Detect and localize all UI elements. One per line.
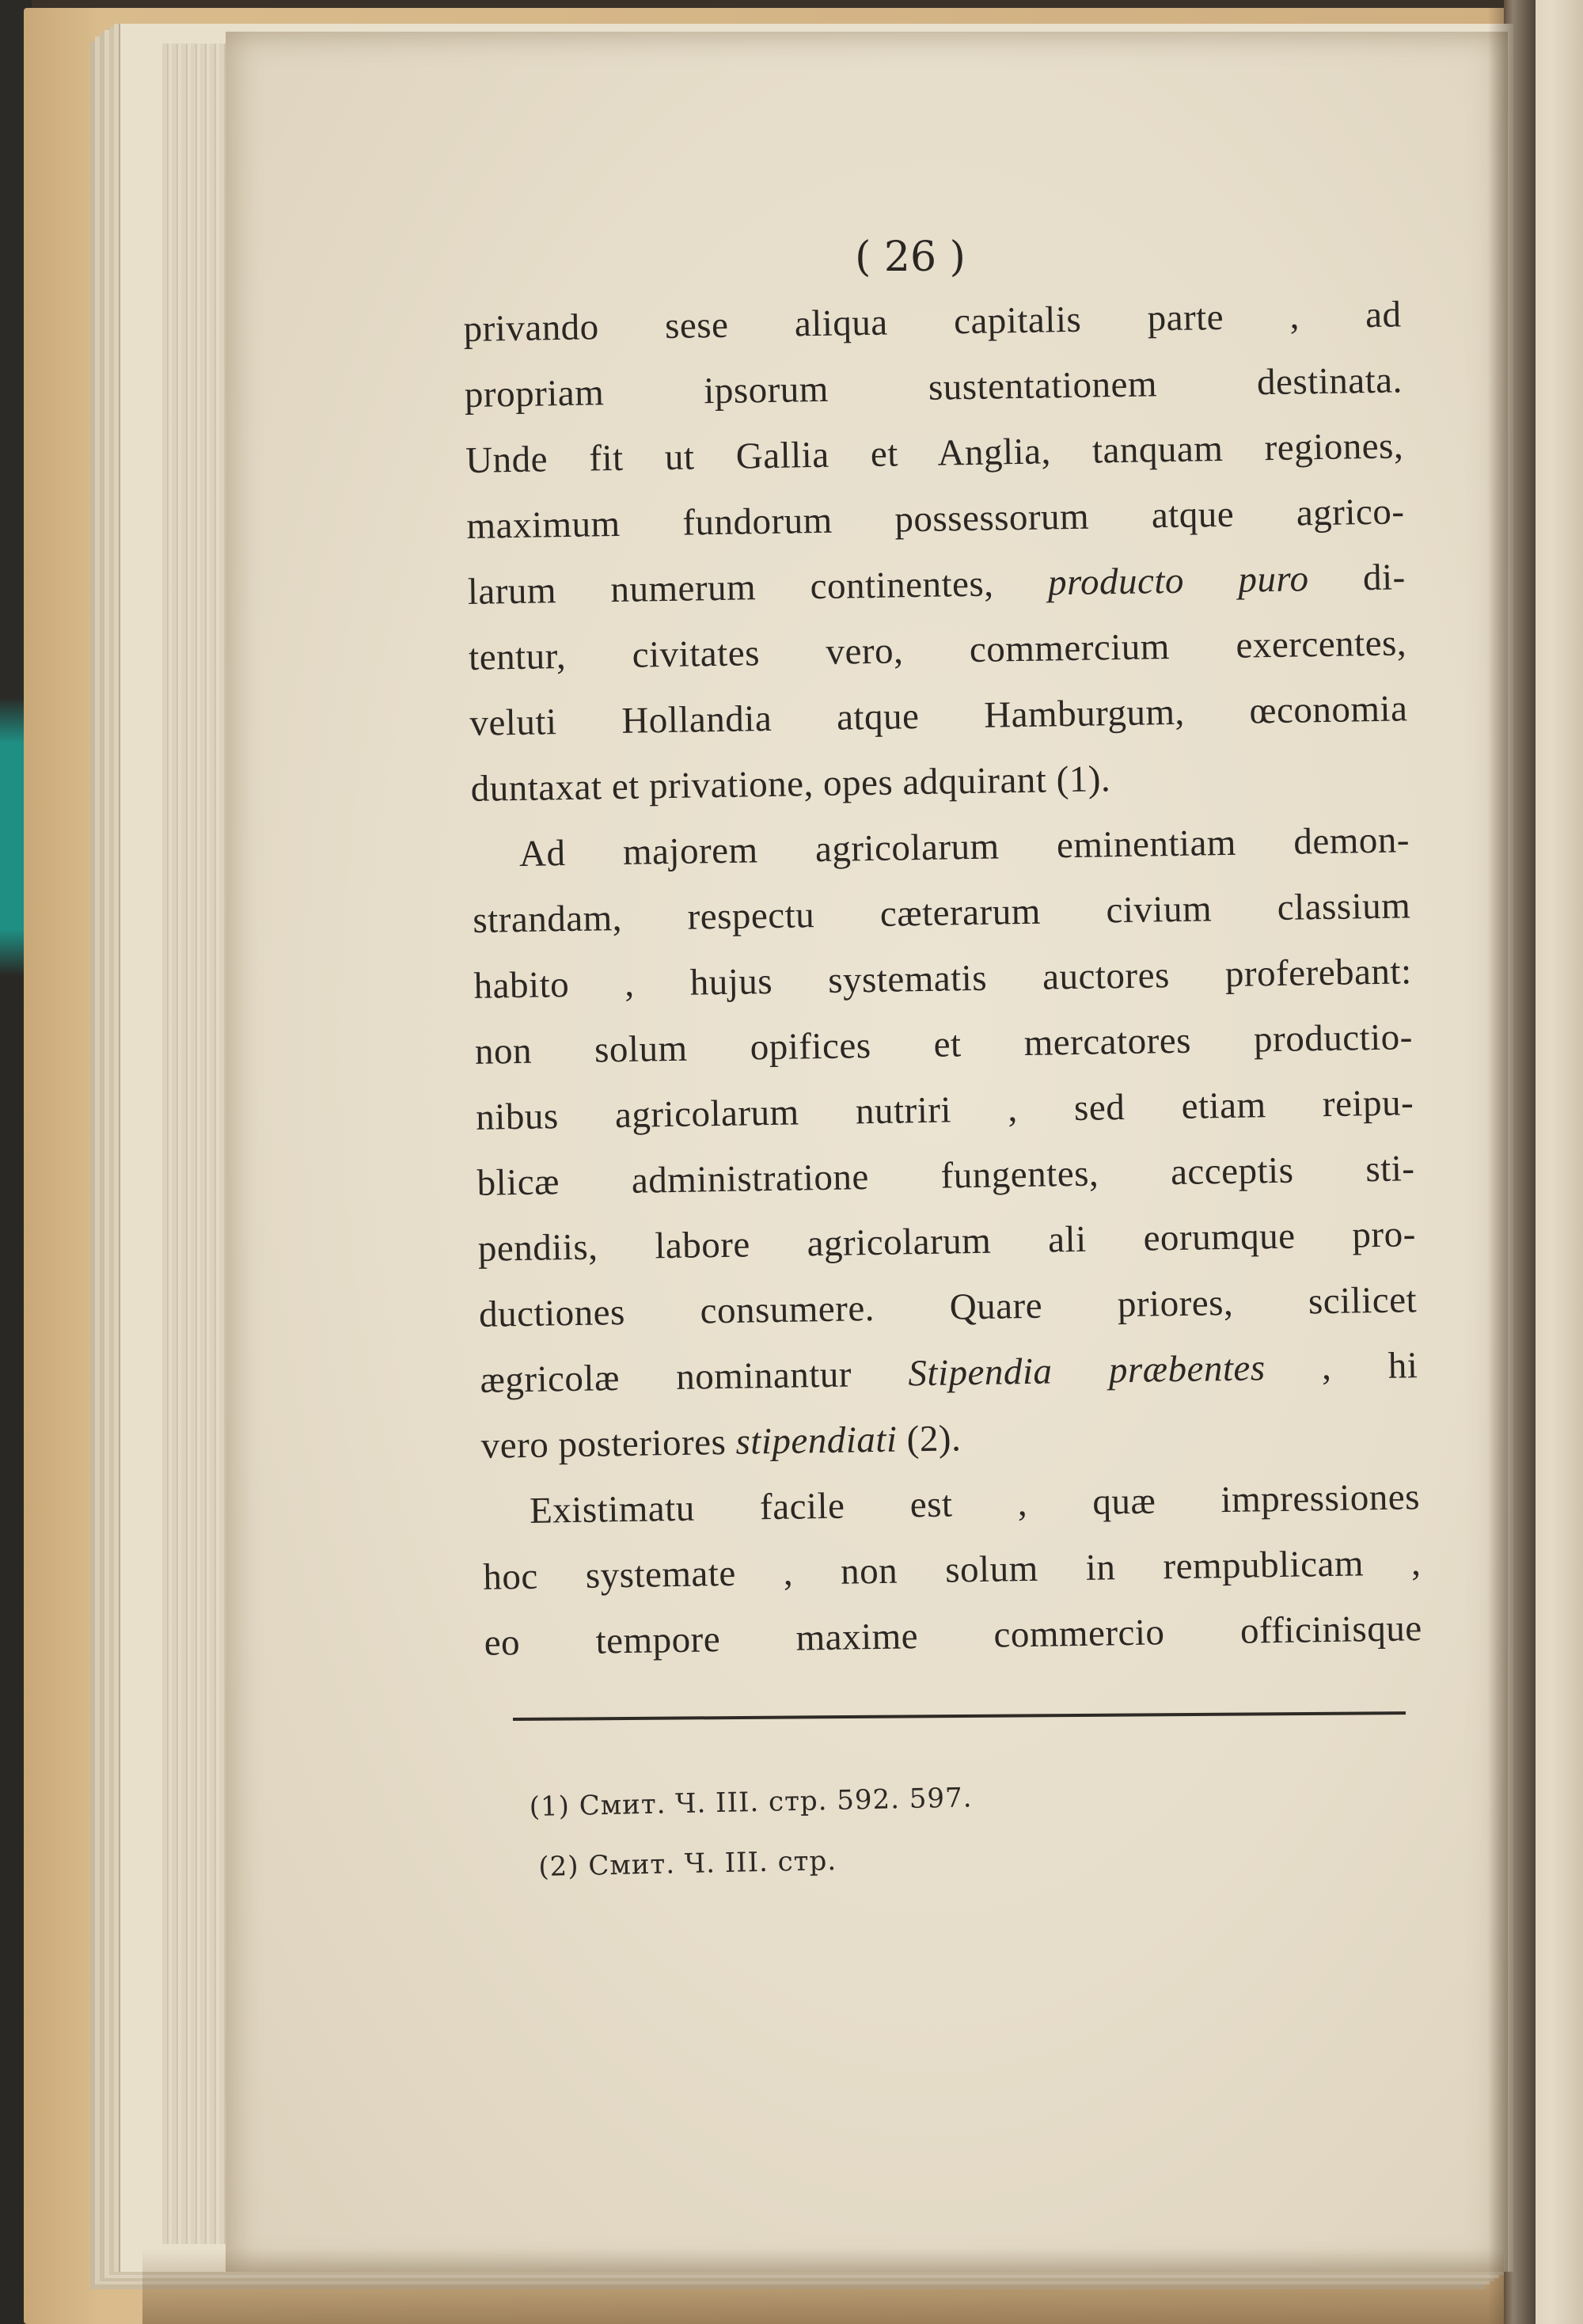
- italic-term: stipendiati: [735, 1418, 898, 1463]
- text-segment: ægricolæ nominantur: [480, 1353, 909, 1401]
- page-number: ( 26 ): [855, 234, 966, 281]
- footnote: (2) Смит. Ч. III. стр.: [537, 1844, 837, 1883]
- text-line: ductiones consumere. Quare priores, scilicet: [478, 1279, 1418, 1335]
- text-line: habito , hujus systematis auctores proferebant:: [473, 951, 1412, 1007]
- text-line: duntaxat et privatione, opes adquirant (1).: [470, 758, 1111, 810]
- italic-term: Stipendia præbentes: [908, 1347, 1266, 1395]
- text-line: veluti Hollandia atque Hamburgum, œconomia: [469, 688, 1408, 744]
- text-segment: (2).: [897, 1418, 962, 1460]
- text-segment: larum numerum continentes,: [467, 562, 1049, 613]
- gutter-shadow: [1488, 0, 1536, 2324]
- italic-term: producto puro: [1047, 558, 1309, 604]
- text-line: pendiis, labore agricolarum ali eorumque pro-: [477, 1213, 1417, 1270]
- text-line: Existimatu facile est , quæ impressiones: [529, 1476, 1421, 1532]
- text-line: nibus agricolarum nutriri , sed etiam reipu-: [475, 1082, 1414, 1138]
- text-segment: , hi: [1265, 1345, 1418, 1389]
- text-line: Ad majorem agricolarum eminentiam demon-: [518, 819, 1410, 875]
- text-line: Unde fit ut Gallia et Anglia, tanquam regiones,: [465, 425, 1404, 481]
- text-line: maximum fundorum possessorum atque agrico-: [466, 491, 1405, 547]
- text-line: hoc systemate , non solum in rempublicam ,: [483, 1542, 1422, 1598]
- footnotes: [529, 1762, 1243, 1897]
- page-fore-edge: [162, 44, 233, 2244]
- text-segment: vero posteriores: [480, 1421, 736, 1467]
- text-line: eo tempore maxime commercio officinisque: [484, 1608, 1422, 1664]
- footnote: (1) Смит. Ч. III. стр. 592. 597.: [529, 1782, 973, 1823]
- bottom-shadow: [142, 2248, 1504, 2324]
- body-text: [463, 282, 1422, 1676]
- text-line: non solum opifices et mercatores productio-: [474, 1016, 1414, 1073]
- text-line: blicæ administratione fungentes, acceptis sti-: [476, 1148, 1415, 1204]
- text-line: propriam ipsorum sustentationem destinata.: [464, 359, 1403, 416]
- text-line: strandam, respectu cæterarum civium classium: [472, 885, 1411, 941]
- text-line: privando sese aliqua capitalis parte , ad: [463, 294, 1402, 350]
- text-line: tentur, civitates vero, commercium exercentes,: [468, 622, 1407, 678]
- text-segment: di-: [1308, 556, 1406, 600]
